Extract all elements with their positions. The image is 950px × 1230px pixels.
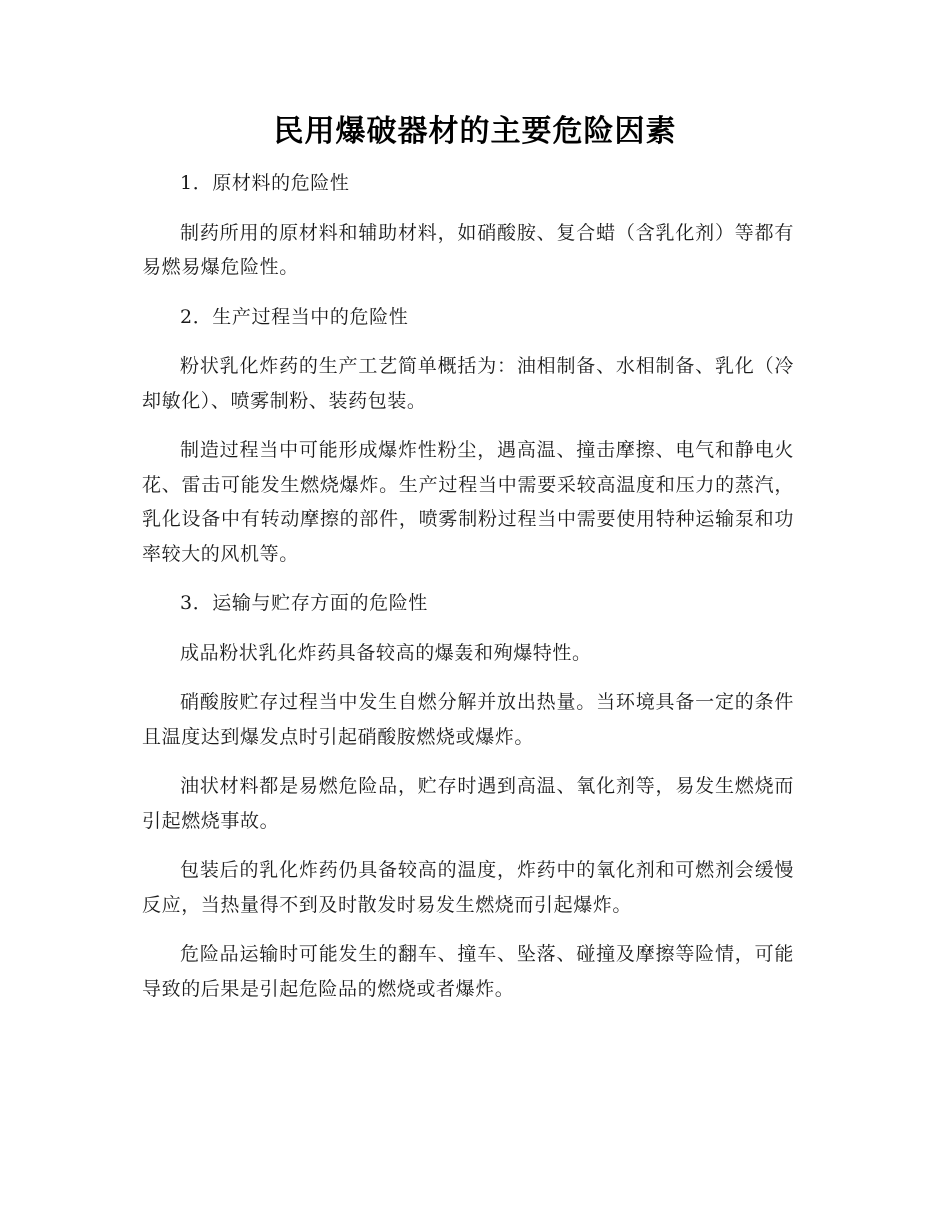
document-title: 民用爆破器材的主要危险因素 <box>273 114 677 149</box>
section-heading-production: 2．生产过程当中的危险性 <box>180 305 409 328</box>
paragraph-oil-materials: 油状材料都是易燃危险品，贮存时遇到高温、氧化剂等，易发生燃烧而引起燃烧事故。 <box>142 775 794 832</box>
document-body <box>142 166 794 1021</box>
paragraph-raw-materials: 制药所用的原材料和辅助材料，如硝酸胺、复合蜡（含乳化剂）等都有易燃易爆危险性。 <box>142 221 794 278</box>
paragraph-transport-accidents: 危险品运输时可能发生的翻车、撞车、坠落、碰撞及摩擦等险情，可能导致的后果是引起危险品的燃烧或者爆炸。 <box>142 943 794 1000</box>
paragraph-packaged-explosive: 包装后的乳化炸药仍具备较高的温度，炸药中的氧化剂和可燃剂会缓慢反应，当热量得不到及时散发时易发生燃烧而引起爆炸。 <box>142 859 794 916</box>
paragraph-product-sensitivity: 成品粉状乳化炸药具备较高的爆轰和殉爆特性。 <box>180 641 592 664</box>
paragraph-production-hazards: 制造过程当中可能形成爆炸性粉尘，遇高温、撞击摩擦、电气和静电火花、雷击可能发生燃烧爆炸。生产过程当中需要采较高温度和压力的蒸汽，乳化设备中有转动摩擦的部件，喷雾制粉过程当中需要使用特种运输泵和功率较大的风机等。 <box>142 439 794 565</box>
paragraph-ammonium-nitrate-storage: 硝酸胺贮存过程当中发生自燃分解并放出热量。当环境具备一定的条件且温度达到爆发点时引起硝酸胺燃烧或爆炸。 <box>142 691 794 748</box>
section-heading-raw-materials: 1．原材料的危险性 <box>180 172 350 194</box>
paragraph-production-process: 粉状乳化炸药的生产工艺简单概括为：油相制备、水相制备、乳化（冷却敏化）、喷雾制粉、装药包装。 <box>142 355 794 412</box>
section-heading-transport-storage: 3．运输与贮存方面的危险性 <box>180 592 428 614</box>
